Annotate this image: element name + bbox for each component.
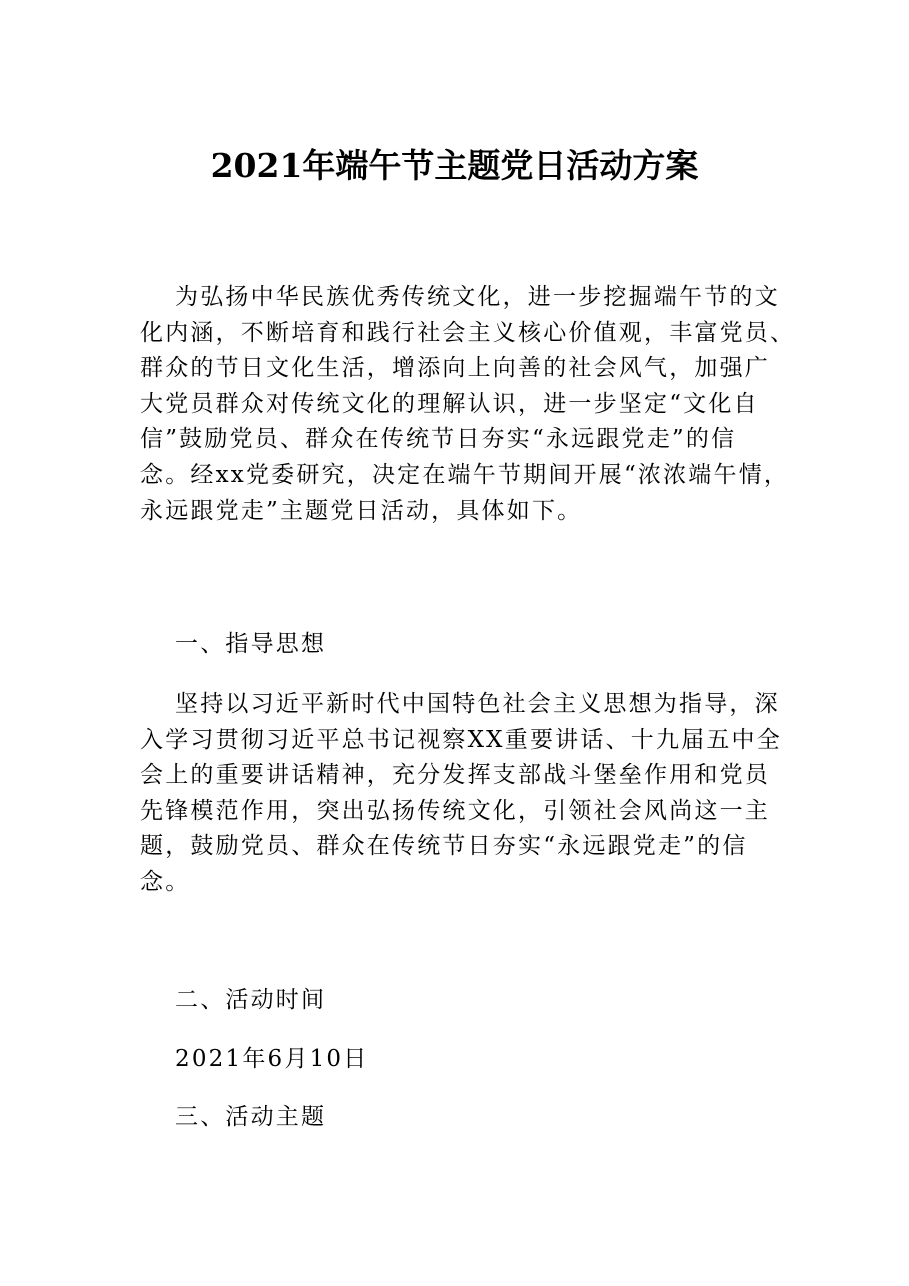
section-heading-activity-theme: 三、活动主题 [175,1104,327,1130]
section-heading-guiding-ideology: 一、指导思想 [175,631,327,657]
intro-line: 化内涵，不断培育和践行社会主义核心价值观，丰富党员、 [140,319,796,346]
intro-line: 念。经xx党委研究，决定在端午节期间开展“浓浓端午情， [140,461,790,488]
intro-line: 为弘扬中华民族优秀传统文化，进一步挖掘端午节的文 [175,284,780,310]
activity-date: 2021年6月10日 [175,1046,369,1072]
guiding-ideology-paragraph [140,687,782,901]
guiding-ideology-line: 会上的重要讲话精神，充分发挥支部战斗堡垒作用和党员 [140,762,770,789]
intro-line: 大党员群众对传统文化的理解认识，进一步坚定“文化自 [140,390,759,417]
document-title: 2021年端午节主题党日活动方案 [210,146,699,185]
intro-line: 信”鼓励党员、群众在传统节日夯实“永远跟党走”的信 [140,426,737,453]
section-heading-activity-time: 二、活动时间 [175,987,327,1013]
intro-line: 永远跟党走”主题党日活动，具体如下。 [140,497,583,524]
guiding-ideology-line: 入学习贯彻习近平总书记视察XX重要讲话、十九届五中全 [140,726,782,753]
intro-paragraph [140,280,796,529]
guiding-ideology-line: 坚持以习近平新时代中国特色社会主义思想为指导，深 [175,691,780,717]
guiding-ideology-line: 念。 [140,868,191,895]
guiding-ideology-line: 题，鼓励党员、群众在传统节日夯实“永远跟党走”的信 [140,833,748,860]
guiding-ideology-line: 先锋模范作用，突出弘扬传统文化，引领社会风尚这一主 [140,797,770,824]
intro-line: 群众的节日文化生活，增添向上向善的社会风气，加强广 [140,355,770,382]
